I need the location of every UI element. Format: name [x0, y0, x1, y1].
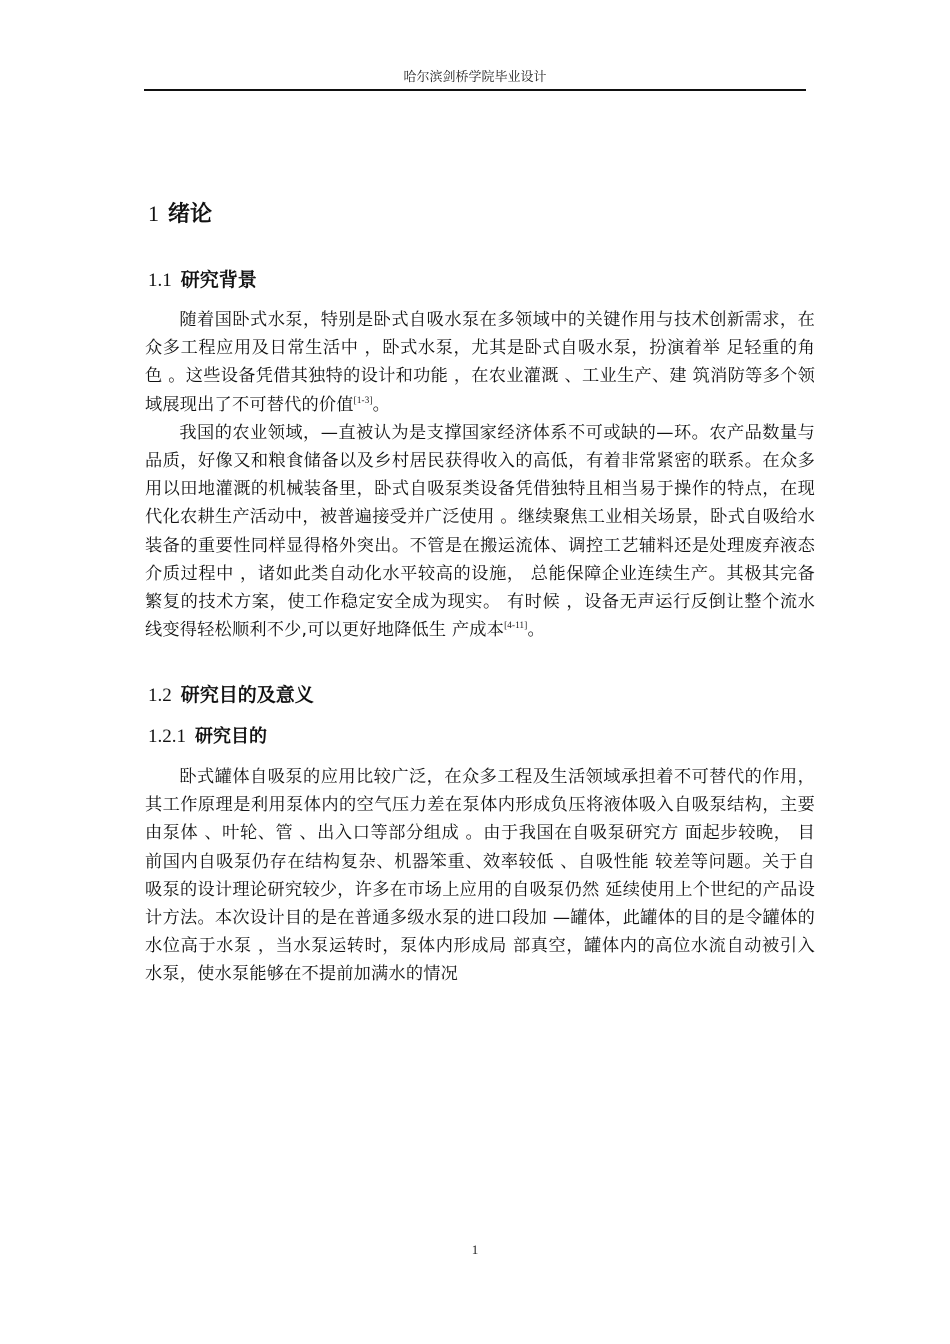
section-1-1-body [145, 306, 815, 644]
chapter-title: 绪论 [168, 202, 213, 227]
chapter-heading [148, 199, 212, 230]
header-rule [144, 89, 806, 91]
paragraph-text: 随着国卧式水泵，特别是卧式自吸水泵在多领域中的关键作用与技术创新需求，在众多工程应用及日常生活中 ，卧式水泵，尤其是卧式自吸水泵，扮演着举 足轻重的角色 。这些设备凭借其独特的设计和功能 ，在农业灌溉 、工业生产、建 筑消防等多个领域展现出了不可替代的价值 [145, 310, 815, 415]
paragraph [145, 419, 815, 645]
paragraph: 卧式罐体自吸泵的应用比较广泛，在众多工程及生活领域承担着不可替代的作用，其工作原理是利用泵体内的空气压力差在泵体内形成负压将液体吸入自吸泵结构，主要由泵体 、叶轮、管 、出入口等部分组成 。由于我国在自吸泵研究方 面起步较晚， 目前国内自吸泵仍存在结构复杂、机器笨重、效率较低 、自吸性能 较差等问题。关于自吸泵的设计理论研究较少，许多在市场上应用的自吸泵仍然 延续使用上个世纪的产品设计方法。本次设计目的是在普通多级水泵的进口段加 —罐体，此罐体的目的是令罐体的水位高于水泵 ，当水泵运转时，泵体内形成局 部真空，罐体内的高位水流自动被引入水泵，使水泵能够在不提前加满水的情况 [145, 767, 815, 985]
section-number: 1.2 [148, 685, 172, 706]
paragraph-end: 。 [372, 394, 391, 415]
section-title: 研究背景 [180, 269, 257, 291]
section-heading-1-2 [148, 682, 314, 709]
subsection-title: 研究目的 [195, 726, 267, 747]
citation: [1-3] [353, 394, 373, 405]
running-header: 哈尔滨剑桥学院毕业设计 [403, 70, 547, 85]
section-title: 研究目的及意义 [180, 684, 314, 706]
page-number: 1 [471, 1242, 479, 1257]
paragraph-end: 。 [527, 620, 545, 641]
subsection-heading-1-2-1 [148, 724, 267, 750]
citation: [4-11] [504, 620, 528, 631]
paragraph-text: 我国的农业领域，—直被认为是支撑国家经济体系不可或缺的—环。农产品数量与品质，好像又和粮食储备以及乡村居民获得收入的高低，有着非常紧密的联系。在众多用以田地灌溉的机械装备里，卧式自吸泵类设备凭借独特且相当易于操作的特点，在现代化农耕生产活动中，被普遍接受并广泛使用 。继续聚焦工业相关场景，卧式自吸给水装备的重要性同样显得格外突出。不管是在搬运流体、调控工艺辅料还是处理废弃液态介质过程中 ，诸如此类自动化水平较高的设施， 总能保障企业连续生产。其极其完备繁复的技术方案，使工作稳定安全成为现实。 有时候 ，设备无声运行反倒让整个流水线变得轻松顺利不少,可以更好地降低生 产成本 [145, 422, 815, 641]
section-number: 1.1 [148, 270, 172, 291]
subsection-1-2-1-body [145, 763, 815, 989]
subsection-number: 1.2.1 [148, 726, 186, 747]
section-heading-1-1 [148, 267, 257, 294]
paragraph [145, 306, 815, 419]
chapter-number: 1 [148, 201, 159, 226]
